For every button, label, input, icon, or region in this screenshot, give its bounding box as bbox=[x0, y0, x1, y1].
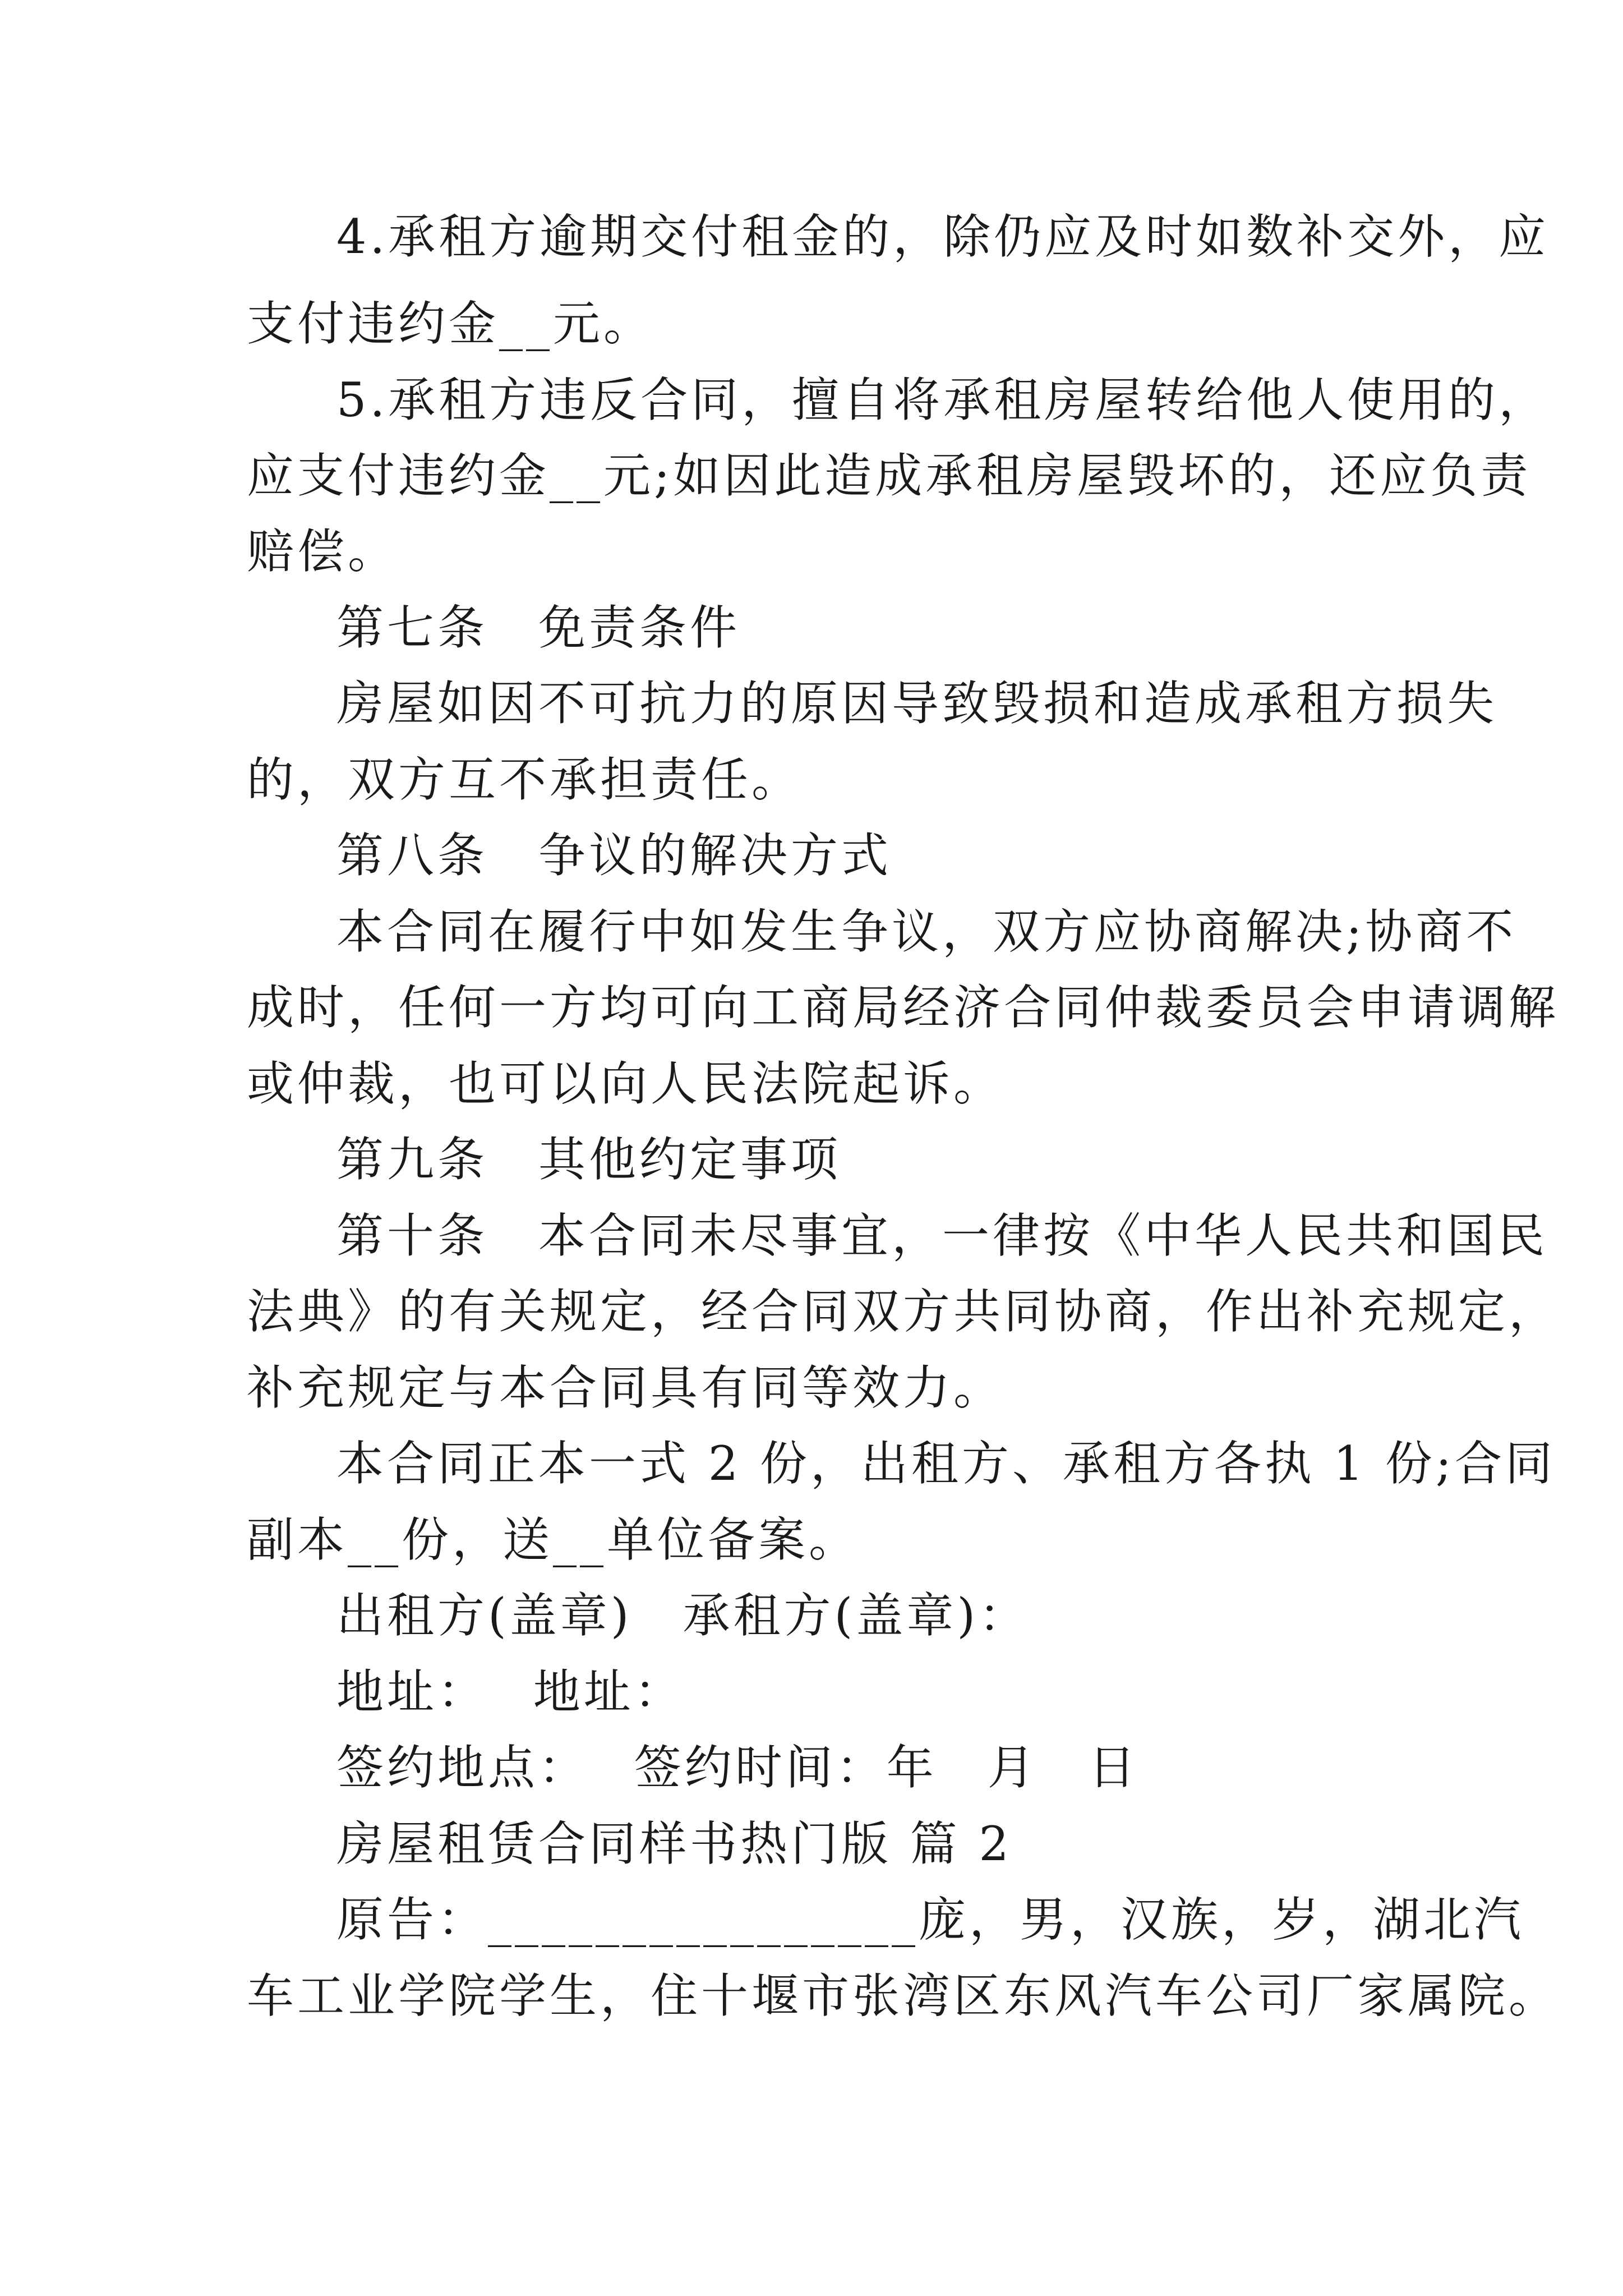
section-heading: 第七条 免责条件 bbox=[336, 600, 741, 655]
text-line: 支付违约金__元。 bbox=[247, 296, 654, 351]
text-line: 4.承租方逾期交付租金的，除仍应及时如数补交外，应 bbox=[336, 209, 1550, 264]
section-heading: 第八条 争议的解决方式 bbox=[336, 828, 892, 883]
text-line: 成时，任何一方均可向工商局经济合同仲裁委员会申请调解 bbox=[247, 980, 1560, 1035]
text-line: 赔偿。 bbox=[247, 524, 399, 579]
text-line: 原告：________________庞，男，汉族，岁，湖北汽 bbox=[336, 1892, 1525, 1947]
text-line: 应支付违约金__元;如因此造成承租房屋毁坏的，还应负责 bbox=[247, 448, 1532, 503]
text-line: 补充规定与本合同具有同等效力。 bbox=[247, 1360, 1004, 1415]
text-line: 房屋如因不可抗力的原因导致毁损和造成承租方损失 bbox=[336, 676, 1498, 731]
signature-line: 出租方(盖章) 承租方(盖章)： bbox=[336, 1588, 1030, 1643]
document-heading: 房屋租赁合同样书热门版 篇 2 bbox=[336, 1816, 1012, 1871]
address-line: 地址： 地址： bbox=[336, 1664, 685, 1719]
text-line: 本合同正本一式 2 份，出租方、承租方各执 1 份;合同 bbox=[336, 1436, 1556, 1491]
text-line: 第十条 本合同未尽事宜，一律按《中华人民共和国民 bbox=[336, 1208, 1548, 1263]
text-line: 副本__份，送__单位备案。 bbox=[247, 1512, 860, 1567]
text-line: 5.承租方违反合同，擅自将承租房屋转给他人使用的， bbox=[336, 372, 1550, 427]
text-line: 本合同在履行中如发生争议，双方应协商解决;协商不 bbox=[336, 904, 1517, 959]
text-line: 车工业学院学生，住十堰市张湾区东风汽车公司厂家属院。 bbox=[247, 1968, 1560, 2023]
signing-line: 签约地点： 签约时间：年 月 日 bbox=[336, 1740, 1139, 1795]
text-line: 法典》的有关规定，经合同双方共同协商，作出补充规定， bbox=[247, 1284, 1560, 1339]
text-line: 或仲裁，也可以向人民法院起诉。 bbox=[247, 1056, 1004, 1111]
text-line: 的，双方互不承担责任。 bbox=[247, 752, 803, 807]
section-heading: 第九条 其他约定事项 bbox=[336, 1132, 842, 1187]
